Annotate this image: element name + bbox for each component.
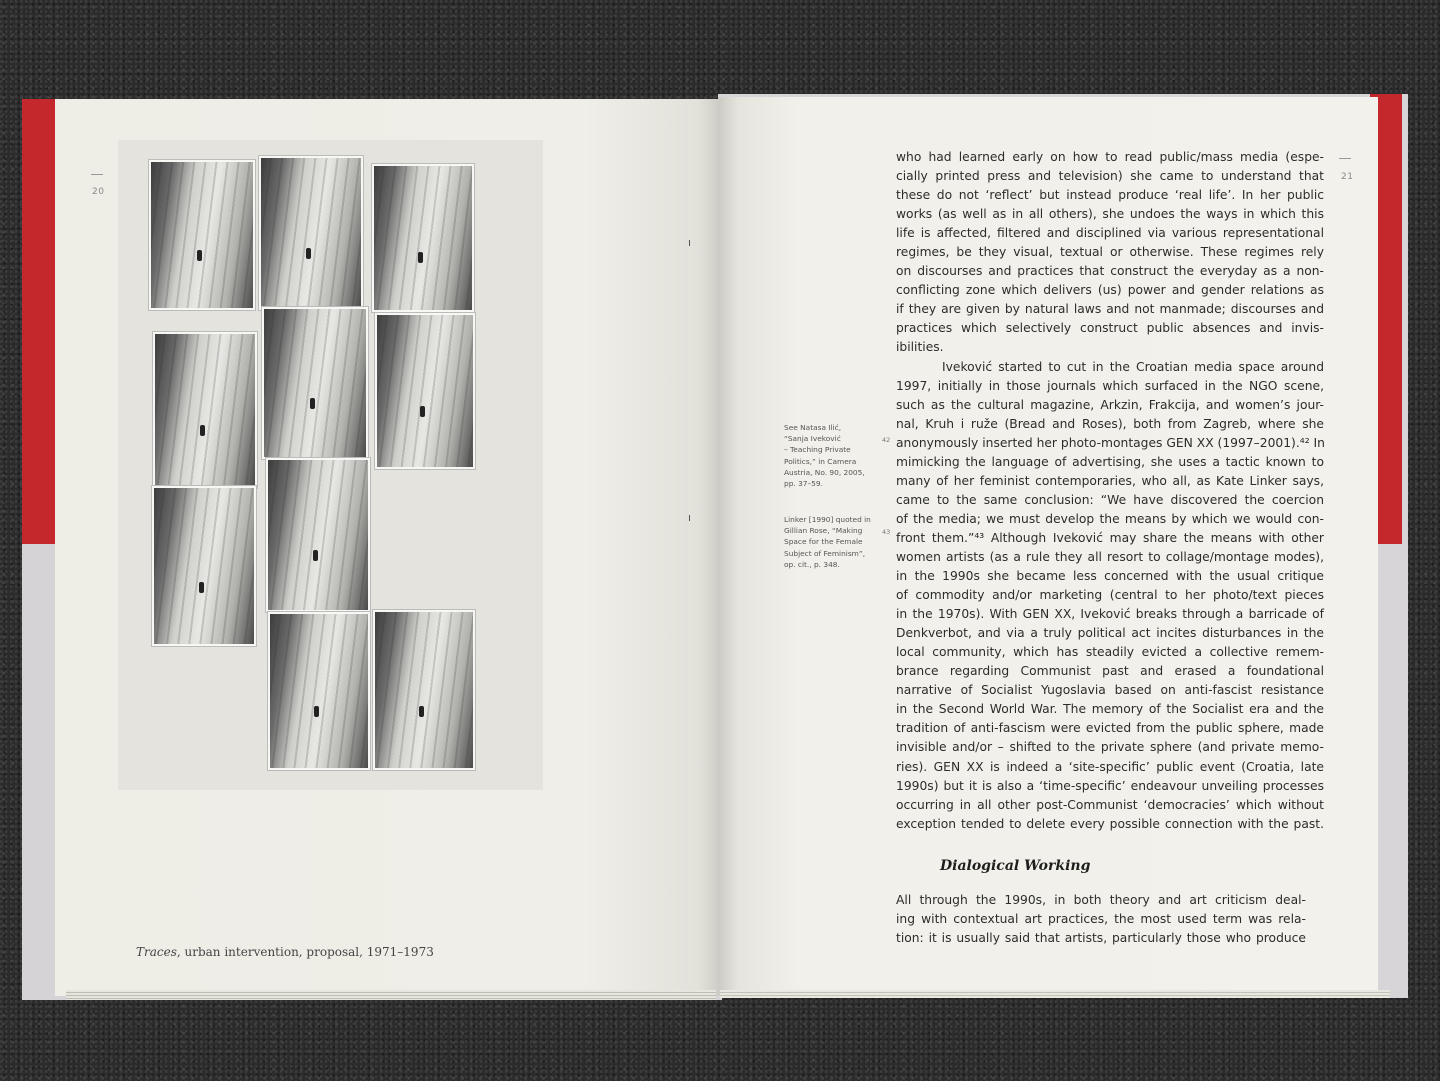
text-line: 1997, initially in those journals which surfaced in the NGO scene, bbox=[896, 378, 1324, 393]
text-line: nal, Kruh i ruže (Bread and Roses), both from Zagreb, where she bbox=[896, 416, 1324, 431]
footnote-line: Politics,” in Camera bbox=[784, 456, 857, 466]
text-line: works (as well as in all others), she undoes the ways in which this bbox=[896, 207, 1324, 222]
text-line: tion: it is usually said that artists, particularly those who produce bbox=[896, 931, 1306, 946]
photo-frame bbox=[372, 164, 474, 312]
margin-mark bbox=[689, 240, 690, 246]
text-line: occurring in all other post-Communist ‘democracies’ which without bbox=[896, 797, 1324, 812]
text-line: on discourses and practices that construct the everyday as a non- bbox=[896, 264, 1324, 279]
photo-frame bbox=[152, 486, 256, 646]
caption-title: Traces bbox=[136, 945, 177, 959]
text-line: front them.”⁴³ Although Iveković may share the means with other bbox=[896, 530, 1324, 545]
footnote-line: pp. 37–59. bbox=[784, 479, 823, 489]
text-line: practices which selectively construct public absences and invis- bbox=[896, 321, 1324, 336]
text-line: tradition of anti-fascism were evicted from the public sphere, made bbox=[896, 721, 1324, 736]
footnote-line: Gillian Rose, “Making bbox=[784, 526, 863, 536]
text-line: of commodity and/or marketing (central to her photo/text pieces bbox=[896, 588, 1324, 603]
section-heading: Dialogical Working bbox=[940, 858, 1091, 874]
text-line: anonymously inserted her photo-montages GEN XX (1997–2001).⁴² In bbox=[896, 435, 1325, 450]
footnote-line: Linker [1990] quoted in bbox=[784, 515, 871, 524]
text-line: who had learned early on how to read public/mass media (espe- bbox=[896, 150, 1324, 164]
footnote-line: See Natasa Ilić, bbox=[784, 423, 842, 432]
text-line: All through the 1990s, in both theory and art criticism deal- bbox=[896, 893, 1306, 907]
text-line: Denkverbot, and via a truly political act incites disturbances in the bbox=[896, 626, 1324, 641]
text-line: brance regarding Communist past and erased a foundational bbox=[896, 664, 1324, 679]
page-edges-left bbox=[66, 990, 716, 1000]
footnote-43 bbox=[784, 514, 884, 570]
page-number-dash-left bbox=[91, 174, 103, 175]
photo-frame bbox=[375, 313, 475, 469]
text-line: exception tended to delete every possible connection with the past. bbox=[896, 816, 1324, 831]
footnote-line: op. cit., p. 348. bbox=[784, 559, 840, 569]
photo-frame bbox=[262, 307, 368, 459]
footnote-number-43: 43 bbox=[882, 528, 891, 536]
page-number-right: 21 bbox=[1341, 172, 1354, 182]
footnote-line: “Sanja Iveković bbox=[784, 434, 841, 444]
footnote-line: Subject of Feminism”, bbox=[784, 548, 866, 558]
photo-frame bbox=[149, 160, 255, 310]
text-line: Iveković started to cut in the Croatian media space around bbox=[942, 359, 1324, 374]
footnote-line: Austria, No. 90, 2005, bbox=[784, 467, 865, 477]
text-line: women artists (as a rule they all resort to collage/montage modes), bbox=[896, 549, 1324, 564]
text-line: local community, which has steadily evicted a collective remem- bbox=[896, 645, 1324, 660]
page-number-dash-right bbox=[1339, 158, 1351, 159]
text-line: in the 1970s). With GEN XX, Iveković breaks through a barricade of bbox=[896, 607, 1324, 622]
text-line: these do not ‘reflect’ but instead produce ‘real life’. In her public bbox=[896, 188, 1324, 203]
photo-frame bbox=[259, 156, 363, 310]
footnote-42 bbox=[784, 422, 884, 489]
caption-details: , urban intervention, proposal, 1971–1973 bbox=[176, 945, 434, 959]
text-line: narrative of Socialist Yugoslavia based on anti-fascist resistance bbox=[896, 683, 1324, 698]
text-line: in the Second World War. The memory of the Socialist era and the bbox=[896, 702, 1324, 717]
text-line: ries). GEN XX is indeed a ‘site-specific’ public event (Croatia, late bbox=[896, 759, 1324, 774]
body-text-continued bbox=[896, 891, 1306, 948]
page-edges-right bbox=[720, 990, 1390, 998]
page-number-left: 20 bbox=[92, 187, 105, 197]
text-line: ibilities. bbox=[896, 340, 944, 355]
photo-frame bbox=[266, 458, 370, 612]
text-line: mimicking the language of advertising, she uses a tactic known to bbox=[896, 454, 1324, 469]
margin-mark bbox=[689, 515, 690, 521]
text-line: if they are given by natural laws and not manmade; discourses and bbox=[896, 302, 1324, 317]
photo-frame bbox=[373, 610, 475, 770]
text-line: conflicting zone which delivers (us) power and gender relations as bbox=[896, 283, 1324, 298]
text-line: life is affected, filtered and disciplined via various representational bbox=[896, 226, 1324, 241]
text-line: in the 1990s she became less concerned with the usual critique bbox=[896, 569, 1324, 584]
text-line: cially printed press and television) she came to understand that bbox=[896, 169, 1324, 184]
text-line: such as the cultural magazine, Arkzin, Frakcija, and women’s jour- bbox=[896, 397, 1324, 412]
figure-caption bbox=[136, 945, 434, 959]
text-line: ing with contextual art practices, the most used term was rela- bbox=[896, 912, 1306, 927]
text-line: many of her feminist contemporaries, who all, as Kate Linker says, bbox=[896, 473, 1324, 488]
photo-frame bbox=[153, 332, 257, 488]
footnote-line: Space for the Female bbox=[784, 537, 863, 547]
footnote-number-42: 42 bbox=[882, 436, 891, 444]
text-line: 1990s) but it is also a ‘time-specific’ endeavour unveiling processes bbox=[896, 778, 1324, 793]
body-text-main bbox=[896, 148, 1324, 834]
text-line: of the media; we must develop the means by which we would con- bbox=[896, 511, 1324, 526]
photo-frame bbox=[268, 612, 370, 770]
text-line: regimes, be they visual, textual or otherwise. These regimes rely bbox=[896, 245, 1324, 260]
text-line: came to the same conclusion: “We have discovered the coercion bbox=[896, 492, 1324, 507]
footnote-line: – Teaching Private bbox=[784, 445, 851, 455]
text-line: invisible and/or – shifted to the private sphere (and private memo- bbox=[896, 740, 1324, 755]
